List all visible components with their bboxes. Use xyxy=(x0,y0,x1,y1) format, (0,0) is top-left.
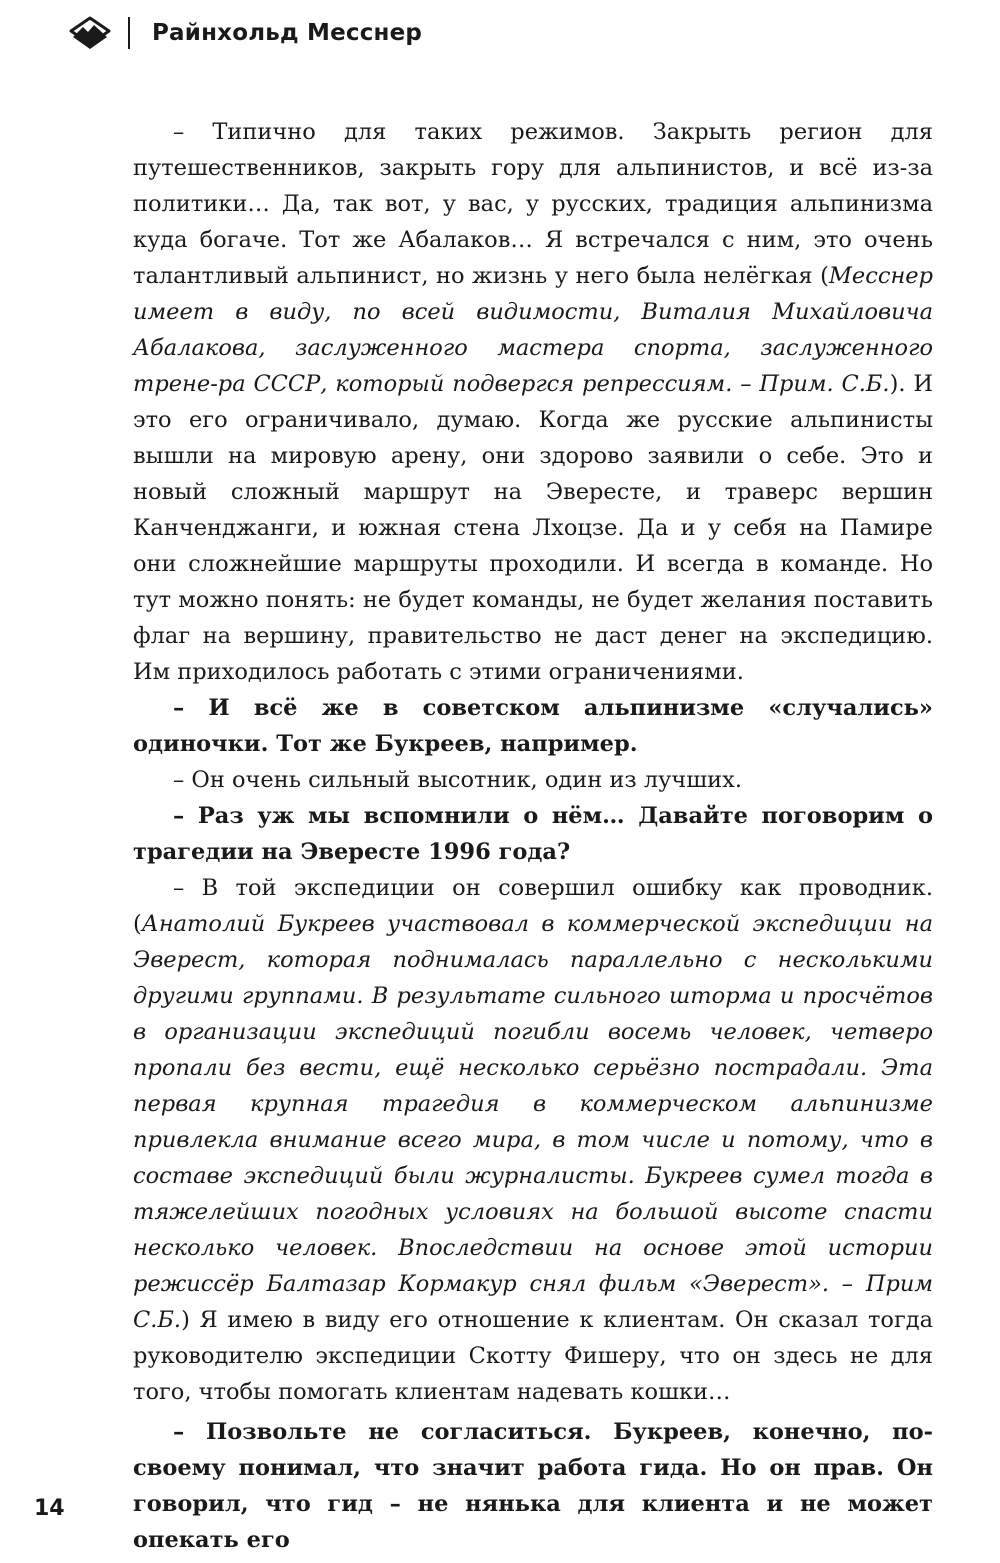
answer-paragraph xyxy=(133,870,933,1410)
answer-text: ). И это его ограничивало, думаю. Когда же русские альпинисты вышли на мировую арену, они здорово заявили о себе. Это и новый сложный маршрут на Эвересте, и траверс вершин Канченджанги, и южная стена Лхоцзе. Да и у себя на Памире они сложнейшие маршруты проходили. И всегда в команде. Но тут можно понять: не будет команды, не будет желания поставить флаг на вершину, правительство не даст денег на экспедицию. Им приходилось работать с этими ограничениями. xyxy=(133,371,933,685)
editor-note: Анатолий Букреев участвовал в коммерческой экспедиции на Эверест, которая поднималась параллельно с несколькими другими группами. В результате сильного шторма и просчётов в организации экспедиций погибли восемь человек, четверо пропали без вести, ещё несколько серьёзно пострадали. Эта первая крупная трагедия в коммерческом альпинизме привлекла внимание всего мира, в том числе и потому, что в составе экспедиций были журналисты. Букреев сумел тогда в тяжелейших погодных условиях на большой высоте спасти несколько человек. Впоследствии на основе этой истории режиссёр Балтазар Кормакур снял фильм «Эверест». – Прим С.Б. xyxy=(133,911,933,1333)
answer-paragraph xyxy=(133,114,933,690)
question-paragraph: – Позвольте не согласиться. Букреев, конечно, по-своему понимал, что значит работа гида. Но он прав. Он говорил, что гид – не нянька для клиента и не может опекать его xyxy=(133,1419,933,1553)
answer-text: – Типично для таких режимов. Закрыть регион для путешественников, закрыть гору для альпинистов, и всё из-за политики… Да, так вот, у вас, у русских, традиция альпинизма куда богаче. Тот же Абалаков… Я встречался с ним, это очень талантливый альпинист, но жизнь у него была нелёгкая ( xyxy=(133,119,933,289)
answer-paragraph: – Он очень сильный высотник, один из лучших. xyxy=(173,767,742,793)
header-divider xyxy=(128,17,130,49)
running-header xyxy=(68,14,422,52)
answer-text: – В той экспедиции он совершил ошибку как проводник. ( xyxy=(133,875,933,937)
question-paragraph: – И всё же в советском альпинизме «случались» одиночки. Тот же Букреев, например. xyxy=(133,695,933,757)
mountain-logo-icon xyxy=(68,15,112,51)
page-body xyxy=(133,114,933,1558)
answer-text: ) Я имею в виду его отношение к клиентам. Он сказал тогда руководителю экспедиции Скотту Фишеру, что он здесь не для того, чтобы помогать клиентам надевать кошки… xyxy=(133,1307,933,1405)
page-number: 14 xyxy=(34,1496,65,1521)
question-paragraph: – Раз уж мы вспомнили о нём… Давайте поговорим о трагедии на Эвересте 1996 года? xyxy=(133,803,933,865)
author-name: Райнхольд Месснер xyxy=(152,20,423,46)
editor-note: Месснер имеет в виду, по всей видимости, Виталия Михайловича Абалакова, заслуженного мастера спорта, заслуженного трене-ра СССР, который подвергся репрессиям. – Прим. С.Б. xyxy=(133,263,933,397)
